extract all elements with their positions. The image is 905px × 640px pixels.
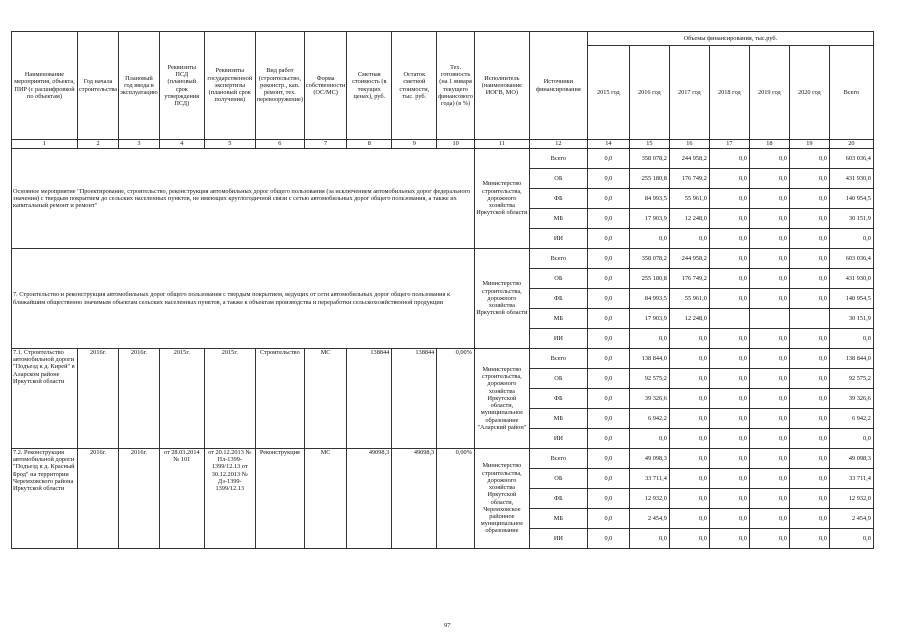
column-number: 5 — [204, 140, 255, 149]
header-executor: Исполнитель (наименование ИОГВ, МО) — [474, 32, 529, 140]
event-name: Основное мероприятие "Проектирование, строительство, реконструкция автомобильных дорог общего пользования (за исключением автомобильных дорог федерального значения) с твердым покрытием до сельских населенных пунктов, не имеющих круглогодичной связи с сетью автомобильных дорог общего пользования, а также их капитальный ремонт и ремонт" — [12, 149, 475, 249]
funding-source: Всего — [529, 349, 587, 369]
total-value: 603 036,4 — [829, 149, 873, 169]
year-value — [789, 309, 829, 329]
year-value: 55 961,0 — [669, 189, 709, 209]
column-number: 3 — [119, 140, 160, 149]
year-value: 0,0 — [709, 529, 749, 549]
year-value: 244 958,2 — [669, 249, 709, 269]
year-value: 0,0 — [587, 489, 629, 509]
year-value: 0,0 — [587, 449, 629, 469]
funding-source: МБ — [529, 209, 587, 229]
year-value: 33 711,4 — [629, 469, 669, 489]
year-value: 0,0 — [709, 429, 749, 449]
funding-source: ФБ — [529, 289, 587, 309]
year-value: 0,0 — [789, 409, 829, 429]
table-body — [12, 32, 874, 549]
year-value: 0,0 — [749, 189, 789, 209]
year-value: 0,0 — [749, 489, 789, 509]
column-number: 15 — [629, 140, 669, 149]
year-value: 0,0 — [629, 229, 669, 249]
year-value: 176 749,2 — [669, 169, 709, 189]
total-value: 12 932,0 — [829, 489, 873, 509]
year-value: 0,0 — [709, 389, 749, 409]
start-year: 2016г. — [78, 449, 119, 549]
year-value: 0,0 — [749, 469, 789, 489]
year-value: 0,0 — [789, 389, 829, 409]
year-value: 0,0 — [749, 529, 789, 549]
year-value: 176 749,2 — [669, 269, 709, 289]
year-value: 0,0 — [587, 189, 629, 209]
funding-source: ИИ — [529, 429, 587, 449]
year-value: 0,0 — [587, 509, 629, 529]
year-value: 0,0 — [709, 409, 749, 429]
year-value: 0,0 — [709, 149, 749, 169]
year-value: 138 844,0 — [629, 349, 669, 369]
start-year: 2016г. — [78, 349, 119, 449]
year-value: 0,0 — [749, 229, 789, 249]
year-value: 0,0 — [587, 269, 629, 289]
header-start-year: Год начала строительства — [78, 32, 119, 140]
year-value: 84 993,5 — [629, 189, 669, 209]
column-number: 19 — [789, 140, 829, 149]
year-value: 0,0 — [629, 529, 669, 549]
year-value: 0,0 — [587, 429, 629, 449]
year-value: 0,0 — [709, 189, 749, 209]
year-value: 0,0 — [587, 409, 629, 429]
total-value: 603 036,4 — [829, 249, 873, 269]
year-value: 12 932,0 — [629, 489, 669, 509]
year-value: 0,0 — [749, 409, 789, 429]
funding-source: Всего — [529, 149, 587, 169]
year-value: 55 961,0 — [669, 289, 709, 309]
year-value: 0,0 — [749, 329, 789, 349]
column-number: 7 — [304, 140, 346, 149]
header-finish-year: Плановый год ввода в эксплуатацию — [119, 32, 160, 140]
header-psd: Реквизиты ПСД (плановый срок утверждения ПСД) — [159, 32, 204, 140]
year-value: 0,0 — [669, 429, 709, 449]
header-funding-source: Источники финансирования — [529, 32, 587, 140]
expertise-details: 2015г. — [204, 349, 255, 449]
year-value: 39 326,6 — [629, 389, 669, 409]
header-year: 2017 год — [669, 46, 709, 140]
year-value: 0,0 — [789, 289, 829, 309]
header-year: 2018 год — [709, 46, 749, 140]
column-number: 12 — [529, 140, 587, 149]
finish-year: 2016г. — [119, 349, 160, 449]
year-value: 0,0 — [709, 229, 749, 249]
column-number: 20 — [829, 140, 873, 149]
total-value: 39 326,6 — [829, 389, 873, 409]
event-name: 7. Строительство и реконструкция автомобильных дорог общего пользования с твердым покрытием, ведущих от сети автомобильных дорог общего пользования к ближайшим общественно значимым объектам сельских населенных пунктов, а также к объектам производства и переработки сельскохозяйственной продукции — [12, 249, 475, 349]
year-value: 0,0 — [669, 449, 709, 469]
header-name: Наименование мероприятия, объекта, ПИР (с расшифровкой по объектам) — [12, 32, 78, 140]
column-number: 1 — [12, 140, 78, 149]
executor: Министерство строительства, дорожного хозяйства Иркутской области — [474, 149, 529, 249]
total-value: 431 930,0 — [829, 169, 873, 189]
cost-remainder: 49098,3 — [392, 449, 437, 549]
object-name: 7.2. Реконструкция автомобильной дороги "Подъезд к д. Красный Брод" на территории Черемховского района Иркутской области — [12, 449, 78, 549]
year-value: 0,0 — [669, 509, 709, 529]
year-value: 255 180,8 — [629, 169, 669, 189]
year-value: 255 180,8 — [629, 269, 669, 289]
funding-source: ФБ — [529, 389, 587, 409]
column-number: 8 — [347, 140, 392, 149]
table-row — [12, 349, 874, 369]
year-value: 0,0 — [709, 249, 749, 269]
readiness: 0,00% — [437, 449, 475, 549]
year-value: 0,0 — [587, 369, 629, 389]
year-value: 0,0 — [789, 269, 829, 289]
year-value: 0,0 — [709, 349, 749, 369]
year-value: 244 958,2 — [669, 149, 709, 169]
executor: Министерство строительства, дорожного хозяйства Иркутской области — [474, 249, 529, 349]
year-value: 0,0 — [669, 349, 709, 369]
year-value: 0,0 — [749, 369, 789, 389]
total-value: 0,0 — [829, 329, 873, 349]
total-value: 49 098,3 — [829, 449, 873, 469]
ownership-form: МС — [304, 349, 346, 449]
year-value: 12 248,0 — [669, 309, 709, 329]
column-number: 4 — [159, 140, 204, 149]
year-value: 0,0 — [629, 329, 669, 349]
year-value: 0,0 — [709, 329, 749, 349]
total-value: 140 954,5 — [829, 289, 873, 309]
year-value — [749, 309, 789, 329]
year-value: 0,0 — [587, 169, 629, 189]
year-value: 0,0 — [749, 389, 789, 409]
year-value: 0,0 — [629, 429, 669, 449]
header-year: 2019 год — [749, 46, 789, 140]
year-value: 0,0 — [749, 209, 789, 229]
year-value: 0,0 — [709, 169, 749, 189]
total-value: 30 151,9 — [829, 209, 873, 229]
funding-source: ОБ — [529, 469, 587, 489]
psd-details: от 28.03.2014 № 101 — [159, 449, 204, 549]
year-value: 0,0 — [669, 369, 709, 389]
year-value: 0,0 — [749, 269, 789, 289]
year-value: 0,0 — [587, 249, 629, 269]
header-work-type: Вид работ (строительство, реконстр., кап. ремонт, тех. перевооружение) — [255, 32, 304, 140]
year-value: 0,0 — [669, 409, 709, 429]
year-value: 0,0 — [789, 189, 829, 209]
year-value: 0,0 — [789, 149, 829, 169]
year-value: 0,0 — [789, 489, 829, 509]
header-estimated-cost: Сметная стоимость (в текущих ценах), руб. — [347, 32, 392, 140]
header-year: 2020 год — [789, 46, 829, 140]
year-value: 0,0 — [709, 509, 749, 529]
year-value: 0,0 — [669, 529, 709, 549]
total-value: 140 954,5 — [829, 189, 873, 209]
expertise-details: от 20.12.2013 № Пл-1399-1399/12.13 от 30.12.2013 № Дз-1399-1399/12.13 — [204, 449, 255, 549]
year-value: 0,0 — [587, 469, 629, 489]
year-value: 0,0 — [669, 229, 709, 249]
funding-source: МБ — [529, 509, 587, 529]
year-value: 0,0 — [749, 149, 789, 169]
year-value: 0,0 — [789, 369, 829, 389]
year-value: 0,0 — [669, 489, 709, 509]
header-funding-group: Объемы финансирования, тыс.руб. — [587, 32, 873, 46]
funding-source: ОБ — [529, 369, 587, 389]
year-value: 0,0 — [789, 449, 829, 469]
work-type: Реконструкция — [255, 449, 304, 549]
column-number: 17 — [709, 140, 749, 149]
psd-details: 2015г. — [159, 349, 204, 449]
finish-year: 2016г. — [119, 449, 160, 549]
total-value: 0,0 — [829, 429, 873, 449]
year-value: 358 078,2 — [629, 149, 669, 169]
column-number: 11 — [474, 140, 529, 149]
ownership-form: МС — [304, 449, 346, 549]
funding-source: Всего — [529, 249, 587, 269]
funding-source: ОБ — [529, 169, 587, 189]
total-value: 431 930,0 — [829, 269, 873, 289]
year-value: 0,0 — [749, 509, 789, 529]
year-value: 0,0 — [789, 429, 829, 449]
total-value: 6 942,2 — [829, 409, 873, 429]
year-value: 0,0 — [789, 229, 829, 249]
total-value: 2 454,9 — [829, 509, 873, 529]
year-value: 0,0 — [749, 429, 789, 449]
estimated-cost: 138844 — [347, 349, 392, 449]
page-number: 97 — [444, 622, 451, 629]
column-number: 18 — [749, 140, 789, 149]
total-value: 0,0 — [829, 529, 873, 549]
object-name: 7.1. Строительство автомобильной дороги "Подъезд к д. Кирей" в Аларском районе Иркутской области — [12, 349, 78, 449]
funding-source: МБ — [529, 409, 587, 429]
year-value: 0,0 — [749, 249, 789, 269]
year-value: 0,0 — [669, 389, 709, 409]
header-total: Всего — [829, 46, 873, 140]
column-number-row — [12, 140, 874, 149]
year-value: 6 942,2 — [629, 409, 669, 429]
year-value: 0,0 — [587, 149, 629, 169]
year-value: 0,0 — [709, 209, 749, 229]
funding-source: МБ — [529, 309, 587, 329]
funding-source: ФБ — [529, 189, 587, 209]
total-value: 30 151,9 — [829, 309, 873, 329]
total-value: 92 575,2 — [829, 369, 873, 389]
year-value: 0,0 — [709, 269, 749, 289]
year-value: 0,0 — [749, 349, 789, 369]
executor: Министерство строительства, дорожного хозяйства Иркутской области, муниципальное образование "Аларский район" — [474, 349, 529, 449]
year-value: 0,0 — [669, 469, 709, 489]
financing-table — [11, 31, 874, 549]
year-value: 0,0 — [709, 449, 749, 469]
column-number: 10 — [437, 140, 475, 149]
year-value: 12 248,0 — [669, 209, 709, 229]
header-year: 2015 год — [587, 46, 629, 140]
table-row — [12, 149, 874, 169]
readiness: 0,00% — [437, 349, 475, 449]
header-year: 2016 год — [629, 46, 669, 140]
year-value: 17 903,9 — [629, 309, 669, 329]
year-value: 0,0 — [789, 529, 829, 549]
table-row — [12, 449, 874, 469]
funding-source: ИИ — [529, 329, 587, 349]
funding-source: ИИ — [529, 229, 587, 249]
year-value: 0,0 — [709, 469, 749, 489]
executor: Министерство строительства, дорожного хозяйства Иркутской области, Черемховское районное муниципальное образование — [474, 449, 529, 549]
column-number: 2 — [78, 140, 119, 149]
year-value: 0,0 — [587, 209, 629, 229]
funding-source: ФБ — [529, 489, 587, 509]
header-ownership: Форма собственности (ОС/МС) — [304, 32, 346, 140]
column-number: 16 — [669, 140, 709, 149]
total-value: 138 844,0 — [829, 349, 873, 369]
funding-source: ОБ — [529, 269, 587, 289]
total-value: 0,0 — [829, 229, 873, 249]
year-value: 358 078,2 — [629, 249, 669, 269]
estimated-cost: 49098,3 — [347, 449, 392, 549]
year-value: 0,0 — [749, 289, 789, 309]
header-expertise: Реквизиты государственной экспертизы (плановый срок получения) — [204, 32, 255, 140]
year-value: 0,0 — [789, 509, 829, 529]
year-value: 0,0 — [587, 529, 629, 549]
header-readiness: Тех. готовность (на 1 января текущего финансового года) (в %) — [437, 32, 475, 140]
year-value: 0,0 — [587, 349, 629, 369]
funding-source: ИИ — [529, 529, 587, 549]
year-value: 0,0 — [587, 329, 629, 349]
year-value: 0,0 — [789, 349, 829, 369]
column-number: 14 — [587, 140, 629, 149]
funding-source: Всего — [529, 449, 587, 469]
year-value: 0,0 — [709, 289, 749, 309]
year-value: 0,0 — [749, 169, 789, 189]
year-value: 0,0 — [709, 369, 749, 389]
year-value: 0,0 — [749, 449, 789, 469]
year-value: 92 575,2 — [629, 369, 669, 389]
year-value: 2 454,9 — [629, 509, 669, 529]
table-row — [12, 249, 874, 269]
cost-remainder: 138844 — [392, 349, 437, 449]
year-value: 0,0 — [709, 489, 749, 509]
year-value: 0,0 — [587, 229, 629, 249]
year-value: 84 993,5 — [629, 289, 669, 309]
year-value: 49 098,3 — [629, 449, 669, 469]
total-value: 33 711,4 — [829, 469, 873, 489]
year-value — [709, 309, 749, 329]
year-value: 0,0 — [789, 209, 829, 229]
year-value: 0,0 — [587, 309, 629, 329]
year-value: 0,0 — [789, 249, 829, 269]
year-value: 17 903,9 — [629, 209, 669, 229]
year-value: 0,0 — [587, 289, 629, 309]
year-value: 0,0 — [789, 169, 829, 189]
year-value: 0,0 — [587, 389, 629, 409]
year-value: 0,0 — [789, 329, 829, 349]
work-type: Строительство — [255, 349, 304, 449]
column-number: 6 — [255, 140, 304, 149]
column-number: 9 — [392, 140, 437, 149]
year-value: 0,0 — [669, 329, 709, 349]
header-cost-remainder: Остаток сметной стоимости, тыс. руб. — [392, 32, 437, 140]
year-value: 0,0 — [789, 469, 829, 489]
